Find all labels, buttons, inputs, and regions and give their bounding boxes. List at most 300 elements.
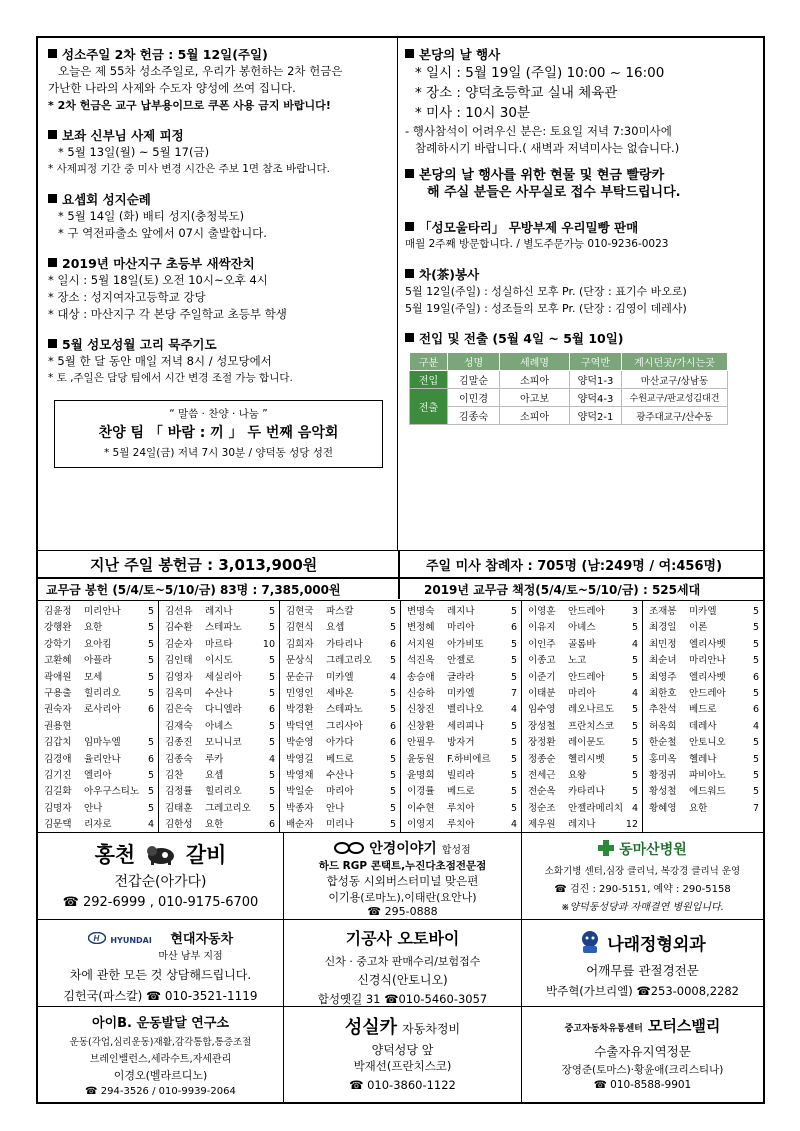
- ad-name: 기공사 오토바이: [345, 929, 460, 948]
- person-name: 김현식: [286, 622, 314, 634]
- ad-phone: ☎ 010-8588-9901: [593, 1079, 692, 1091]
- list-item: [522, 735, 642, 751]
- months-count: 5: [510, 753, 517, 765]
- ad-text: 이경오(벨라르디노): [113, 1069, 208, 1082]
- list-item: [522, 784, 642, 800]
- list-item: [38, 604, 158, 620]
- ad-tag: 합성점: [441, 845, 471, 856]
- ad-text: 브레인밸런스,세라수트,자세관리: [89, 1054, 232, 1065]
- square-bullet-icon: [48, 258, 57, 267]
- person-name: 이준기: [528, 671, 556, 683]
- baptismal-name: 요셉: [205, 769, 224, 781]
- baptismal-name: 루카: [205, 753, 224, 765]
- person-name: 황혜영: [649, 802, 677, 814]
- months-count: 5: [147, 737, 154, 749]
- ad-brand: 홍천: [94, 842, 136, 867]
- ad-owner: 전갑순(아가다): [114, 874, 207, 890]
- notice-title: 요셉회 성지순례: [62, 192, 151, 207]
- notice-joseph-pilgrimage: [48, 191, 391, 242]
- baptismal-name: 안드레아: [568, 606, 605, 617]
- months-count: 3: [631, 606, 638, 617]
- person-name: 이종고: [528, 655, 556, 667]
- baptismal-name: 요한: [689, 802, 708, 814]
- list-item: [522, 801, 642, 817]
- ad-text: 운동(각업,심리운동)재활,감각통합,통증조절: [69, 1037, 252, 1048]
- list-item: [38, 702, 158, 718]
- ad-phone: ☎ 010-3860-1122: [349, 1078, 456, 1092]
- person-name: 임수영: [528, 704, 556, 716]
- left-column: [38, 38, 398, 550]
- list-item: [401, 735, 521, 751]
- square-bullet-icon: [405, 222, 414, 231]
- person-name: 신승하: [407, 687, 435, 699]
- person-name: 전순옥: [528, 786, 556, 798]
- baptismal-name: 루치아: [447, 819, 475, 831]
- months-count: 5: [631, 671, 638, 683]
- baptismal-name: 아가다: [326, 737, 354, 749]
- move-table: [409, 352, 728, 425]
- baptismal-name: 헬리시벳: [568, 753, 605, 765]
- list-item: [522, 637, 642, 653]
- table-cell: 마산교구/상남동: [622, 371, 728, 389]
- months-count: 5: [268, 655, 275, 667]
- list-item: [522, 686, 642, 702]
- months-count: 5: [147, 687, 154, 699]
- notice-text: 가난한 나라의 사제와 수도자 양성에 쓰여 집니다.: [48, 81, 296, 95]
- months-count: 5: [631, 737, 638, 749]
- list-item: [522, 752, 642, 768]
- person-name: 윤명희: [407, 769, 435, 781]
- notice-title: 본당의 날 행사: [419, 47, 501, 62]
- baptismal-name: 가타리나: [326, 638, 363, 650]
- person-name: 이수현: [407, 802, 435, 814]
- list-item: [643, 653, 763, 669]
- months-count: 5: [147, 638, 154, 650]
- notice-title: 보좌 신부님 사제 피정: [62, 128, 184, 143]
- concert-title: 찬양 팀 「 바람 : 끼 」 두 번째 음악회: [98, 425, 339, 441]
- person-name: 박종자: [286, 802, 314, 814]
- list-item: [643, 784, 763, 800]
- ad-name: 아이B. 운동발달 연구소: [92, 1016, 229, 1031]
- months-count: 4: [752, 720, 759, 732]
- list-item: [401, 620, 521, 636]
- list-item: [401, 702, 521, 718]
- baptismal-name: 이론: [689, 622, 708, 634]
- baptismal-name: 아녜스: [568, 622, 596, 634]
- notice-text: * 장소 : 양덕초등학교 실내 체육관: [415, 85, 618, 101]
- person-name: 황정귀: [649, 769, 677, 781]
- list-item: [38, 752, 158, 768]
- list-item: [159, 670, 279, 686]
- person-name: 김한성: [165, 819, 193, 831]
- person-name: 김윤정: [44, 606, 72, 617]
- list-item: [401, 686, 521, 702]
- months-count: 4: [389, 671, 396, 683]
- baptismal-name: 루치아: [447, 802, 475, 814]
- list-item: [38, 637, 158, 653]
- ad-phone: ☎ 295-0888: [367, 905, 438, 918]
- person-name: 강학기: [44, 638, 72, 650]
- person-name: 이영지: [407, 819, 435, 831]
- months-count: 5: [268, 769, 275, 781]
- baptismal-name: 스테파노: [205, 622, 242, 634]
- table-cell: 소피아: [500, 371, 570, 389]
- months-count: 5: [752, 606, 759, 617]
- baptismal-name: 율리안나: [84, 753, 121, 765]
- baptismal-name: 에드워드: [689, 786, 726, 798]
- months-count: 5: [631, 786, 638, 798]
- notice-title: 성소주일 2차 헌금 : 5월 12일(주일): [62, 47, 268, 62]
- months-count: 5: [268, 687, 275, 699]
- months-count: 5: [268, 802, 275, 814]
- list-item: [159, 653, 279, 669]
- list-item: [280, 801, 400, 817]
- person-name: 변정혜: [407, 622, 435, 634]
- baptismal-name: 미카엘: [326, 671, 354, 683]
- baptismal-name: 안드레아: [568, 671, 605, 683]
- baptismal-name: 요한: [84, 622, 103, 634]
- notice-move: [405, 330, 759, 425]
- ad-text: 소화기병 센터,심장 클리닉, 복강경 클리닉 운영: [544, 866, 741, 877]
- months-count: 5: [631, 622, 638, 634]
- table-header: 세례명: [500, 353, 570, 371]
- notice-title: 5월 성모성월 고리 묵주기도: [62, 337, 217, 352]
- notice-title: 차(茶)봉사: [419, 267, 480, 282]
- table-cell: 양덕1-3: [570, 371, 622, 389]
- person-name: 최순녀: [649, 655, 677, 667]
- table-row: [410, 371, 728, 389]
- notice-area: [38, 38, 763, 550]
- notice-rosary: [48, 336, 391, 387]
- person-name: 곽애원: [44, 671, 72, 683]
- months-count: 5: [631, 753, 638, 765]
- months-count: 7: [510, 687, 517, 699]
- ad-car-repair: [284, 1007, 522, 1103]
- months-count: 5: [510, 606, 517, 617]
- ads-area: [38, 832, 763, 1104]
- baptismal-name: 데레사: [689, 720, 717, 732]
- baptismal-name: 파비아노: [689, 769, 726, 781]
- attendance-total: 주일 미사 참례자 : 705명 (남:249명 / 여:456명): [426, 559, 723, 574]
- months-count: 5: [752, 753, 759, 765]
- ad-name: 현대자동차: [170, 932, 234, 947]
- person-name: 신창진: [407, 704, 435, 716]
- baptismal-name: 파스칼: [326, 606, 354, 617]
- months-count: 6: [268, 819, 275, 831]
- baptismal-name: 모니니코: [205, 737, 242, 749]
- person-name: 김은숙: [165, 704, 193, 716]
- months-count: 6: [389, 737, 396, 749]
- ad-sub: 마산 남부 지점: [158, 951, 223, 962]
- ad-text: 양덕성당 앞: [371, 1043, 434, 1057]
- months-count: 6: [147, 704, 154, 716]
- person-name: 석진옥: [407, 655, 435, 667]
- list-item: [159, 752, 279, 768]
- notice-text: * 대상 : 마산지구 각 본당 주일학교 초등부 학생: [48, 307, 287, 321]
- months-count: 6: [389, 638, 396, 650]
- months-count: 4: [510, 819, 517, 831]
- list-item: [401, 752, 521, 768]
- baptismal-name: 레이문도: [568, 737, 605, 749]
- tithe-names-list: [38, 600, 763, 832]
- baptismal-name: 안나: [84, 802, 103, 814]
- ad-logo-text: HYUNDAI: [110, 936, 152, 945]
- ad-text: 차에 관한 모든 것 상담해드립니다.: [69, 968, 252, 982]
- ad-phone: 김헌국(파스칼) ☎ 010-3521-1119: [63, 989, 258, 1003]
- list-item: [280, 817, 400, 833]
- notice-text: 5월 12일(주일) : 성실하신 모후 Pr. (단장 : 표기수 바오로): [405, 285, 687, 298]
- list-item: [522, 670, 642, 686]
- person-name: 장정환: [528, 737, 556, 749]
- table-header: 성명: [448, 353, 500, 371]
- months-count: 5: [510, 720, 517, 732]
- tithe-set-total: 2019년 교무금 책정(5/4/토~5/10/금) : 525세대: [424, 583, 701, 597]
- list-item: [38, 670, 158, 686]
- move-type-out: 전출: [410, 389, 448, 425]
- notice-title: 2019년 마산지구 초등부 새싹잔치: [62, 256, 255, 271]
- list-item: [280, 702, 400, 718]
- square-bullet-icon: [48, 339, 57, 348]
- table-header: 구분: [410, 353, 448, 371]
- person-name: 서지원: [407, 638, 435, 650]
- baptismal-name: 안젤로: [447, 655, 475, 667]
- baptismal-name: 마리아: [326, 786, 354, 798]
- table-cell: 이민경: [448, 389, 500, 407]
- ad-galbi: [38, 833, 284, 920]
- baptismal-name: 요한: [205, 819, 224, 831]
- list-item: [643, 752, 763, 768]
- months-count: 5: [510, 737, 517, 749]
- months-count: 5: [389, 704, 396, 716]
- list-item: [401, 670, 521, 686]
- names-column: [522, 601, 643, 833]
- list-item: [280, 768, 400, 784]
- months-count: 5: [752, 622, 759, 634]
- list-item: [643, 719, 763, 735]
- person-name: 박일순: [286, 786, 314, 798]
- list-item: [643, 604, 763, 620]
- months-count: 5: [268, 786, 275, 798]
- baptismal-name: 다니엘라: [205, 704, 242, 716]
- person-name: 윤동원: [407, 753, 435, 765]
- list-item: [280, 637, 400, 653]
- months-count: 5: [389, 606, 396, 617]
- months-count: 5: [389, 786, 396, 798]
- ad-phone: ☎ 검진 : 290-5151, 예약 : 290-5158: [554, 884, 731, 895]
- table-cell: 광주대교구/산수동: [622, 407, 728, 425]
- table-row: [410, 389, 728, 407]
- months-count: 5: [389, 819, 396, 831]
- table-header: 구역반: [570, 353, 622, 371]
- months-count: 6: [147, 753, 154, 765]
- person-name: 장성철: [528, 720, 556, 732]
- months-count: 5: [631, 769, 638, 781]
- months-count: 4: [268, 753, 275, 765]
- months-count: 6: [268, 704, 275, 716]
- person-name: 한순철: [649, 737, 677, 749]
- person-name: 김찬: [165, 769, 184, 781]
- person-name: 김수환: [165, 622, 193, 634]
- ad-motor-lab: [38, 1007, 284, 1103]
- baptismal-name: 안토니오: [689, 737, 726, 749]
- ad-motorcycle: [284, 920, 522, 1007]
- person-name: 정종순: [528, 753, 556, 765]
- person-name: 안필우: [407, 737, 435, 749]
- baptismal-name: 프란치스코: [568, 720, 614, 732]
- person-name: 김영자: [165, 671, 193, 683]
- person-name: 제우원: [528, 819, 556, 831]
- ad-phone: 박주혁(가브리엘) ☎253-0008,2282: [545, 984, 739, 998]
- notice-text: * 5월 14일 (화) 배티 성지(충청북도): [58, 209, 245, 223]
- names-column: [401, 601, 522, 833]
- notice-text: 해 주실 분들은 사무실로 접수 부탁드립니다.: [427, 185, 681, 200]
- baptismal-name: 힐리리오: [84, 687, 121, 699]
- list-item: [159, 702, 279, 718]
- months-count: 7: [752, 802, 759, 814]
- notice-vocation-sunday: [48, 46, 391, 114]
- list-item: [38, 784, 158, 800]
- list-item: [159, 768, 279, 784]
- months-count: 5: [510, 671, 517, 683]
- baptismal-name: 안나: [326, 802, 345, 814]
- baptismal-name: 그레고리오: [205, 802, 251, 814]
- table-cell: 김말순: [448, 371, 500, 389]
- person-name: 홍미옥: [649, 753, 677, 765]
- names-column: [643, 601, 763, 833]
- list-item: [159, 801, 279, 817]
- ad-motors-valley: [522, 1007, 763, 1103]
- list-item: [643, 735, 763, 751]
- list-item: [280, 653, 400, 669]
- person-name: 최영주: [649, 671, 677, 683]
- baptismal-name: 세리피나: [447, 720, 484, 732]
- list-item: [401, 637, 521, 653]
- list-item: [159, 604, 279, 620]
- person-name: 박경환: [286, 704, 314, 716]
- list-item: [38, 801, 158, 817]
- square-bullet-icon: [48, 194, 57, 203]
- list-item: [280, 604, 400, 620]
- months-count: 5: [631, 655, 638, 667]
- months-count: 5: [510, 638, 517, 650]
- list-item: [401, 801, 521, 817]
- notice-offering: [405, 167, 759, 201]
- table-row: [410, 407, 728, 425]
- notice-title: 전입 및 전출 (5월 4일 ~ 5월 10일): [419, 331, 624, 346]
- glasses-icon: [334, 841, 364, 855]
- move-type-in: 전입: [410, 371, 448, 389]
- months-count: 4: [631, 687, 638, 699]
- person-name: 변명숙: [407, 606, 435, 617]
- ad-phone: 합성옛길 31 ☎010-5460-3057: [317, 992, 488, 1006]
- ad-orthopedics: [522, 920, 763, 1007]
- list-item: [38, 768, 158, 784]
- baptismal-name: 미카엘: [689, 606, 717, 617]
- baptismal-name: 요왕: [568, 769, 587, 781]
- notice-text: 매월 2주째 방문합니다. / 별도주문가능 010-9236-0023: [405, 238, 669, 250]
- notice-title: 본당의 날 행사를 위한 현물 및 현금 빨랑카: [419, 168, 665, 183]
- list-item: [401, 604, 521, 620]
- summary-bar: [38, 550, 763, 600]
- baptismal-name: 레지나: [447, 606, 475, 617]
- concert-motto: “ 말씀 · 찬양 · 나눔 ”: [169, 408, 268, 420]
- ad-text: 신차 · 중고차 판매수리/보험접수: [324, 955, 481, 968]
- person-name: 구용출: [44, 687, 72, 699]
- notice-text: * 사제피정 기간 중 미사 변경 시간은 주보 1면 참조 바랍니다.: [48, 163, 330, 175]
- months-count: 5: [510, 769, 517, 781]
- right-column: [399, 38, 763, 550]
- concert-time: * 5월 24일(금) 저녁 7시 30분 / 양덕동 성당 성전: [103, 447, 334, 459]
- baptismal-name: 골롬바: [568, 638, 596, 650]
- square-bullet-icon: [405, 333, 414, 342]
- table-cell: 수원교구/판교성김대건: [622, 389, 728, 407]
- person-name: 김길화: [44, 786, 72, 798]
- baptismal-name: 엘리아: [84, 769, 112, 781]
- months-count: 4: [147, 819, 154, 831]
- divider: [38, 577, 763, 579]
- person-name: 허옥희: [649, 720, 677, 732]
- baptismal-name: 안드레아: [689, 687, 726, 699]
- months-count: 5: [147, 606, 154, 617]
- ad-text: 신경식(안토니오): [357, 973, 448, 987]
- months-count: 5: [147, 769, 154, 781]
- baptismal-name: 베드로: [447, 786, 475, 798]
- ad-phone: ☎ 292-6999 , 010-9175-6700: [62, 895, 259, 910]
- notice-text: * 구 역전파출소 앞에서 07시 출발합니다.: [58, 226, 267, 240]
- baptismal-name: 모세: [84, 671, 103, 683]
- list-item: [643, 686, 763, 702]
- notice-children-festival: [48, 255, 391, 323]
- person-name: 송승애: [407, 671, 435, 683]
- notice-text: 오늘은 제 55차 성소주일로, 우리가 봉헌하는 2차 헌금은: [58, 64, 343, 78]
- list-item: [522, 719, 642, 735]
- notice-text: * 5월 13일(월) ~ 5월 17(금): [58, 145, 210, 159]
- baptismal-name: 리자로: [84, 819, 112, 831]
- ad-name: 동마산병원: [619, 842, 687, 858]
- person-name: 김갑치: [44, 737, 72, 749]
- square-bullet-icon: [48, 130, 57, 139]
- list-item: [401, 653, 521, 669]
- table-cell: 양덕2-1: [570, 407, 622, 425]
- months-count: 5: [268, 622, 275, 634]
- baptismal-name: 빌리라: [447, 769, 475, 781]
- tithe-total: 교무금 봉헌 (5/4/토~5/10/금) 83명 : 7,385,000원: [46, 583, 341, 597]
- months-count: 5: [389, 622, 396, 634]
- cross-icon: [598, 840, 614, 856]
- notice-title: 「성모울타리」 무방부제 우리밀빵 판매: [419, 220, 639, 235]
- person-name: 문순규: [286, 671, 314, 683]
- list-item: [159, 735, 279, 751]
- person-name: 김순자: [165, 638, 193, 650]
- notice-text: * 미사 : 10시 30분: [415, 105, 530, 121]
- list-item: [522, 768, 642, 784]
- months-count: 6: [752, 671, 759, 683]
- person-name: 김정률: [165, 786, 193, 798]
- months-count: 4: [631, 638, 638, 650]
- ad-name: 성실카: [344, 1017, 398, 1038]
- table-cell: 김종숙: [448, 407, 500, 425]
- list-item: [280, 686, 400, 702]
- person-name: 민영인: [286, 687, 314, 699]
- baptismal-name: 아가비또: [447, 638, 484, 650]
- months-count: 5: [389, 687, 396, 699]
- person-name: 이영훈: [528, 606, 556, 617]
- baptismal-name: 마리아: [568, 687, 596, 699]
- months-count: 5: [389, 769, 396, 781]
- person-name: 김선유: [165, 606, 193, 617]
- person-name: 김문택: [44, 819, 72, 831]
- list-item: [401, 817, 521, 833]
